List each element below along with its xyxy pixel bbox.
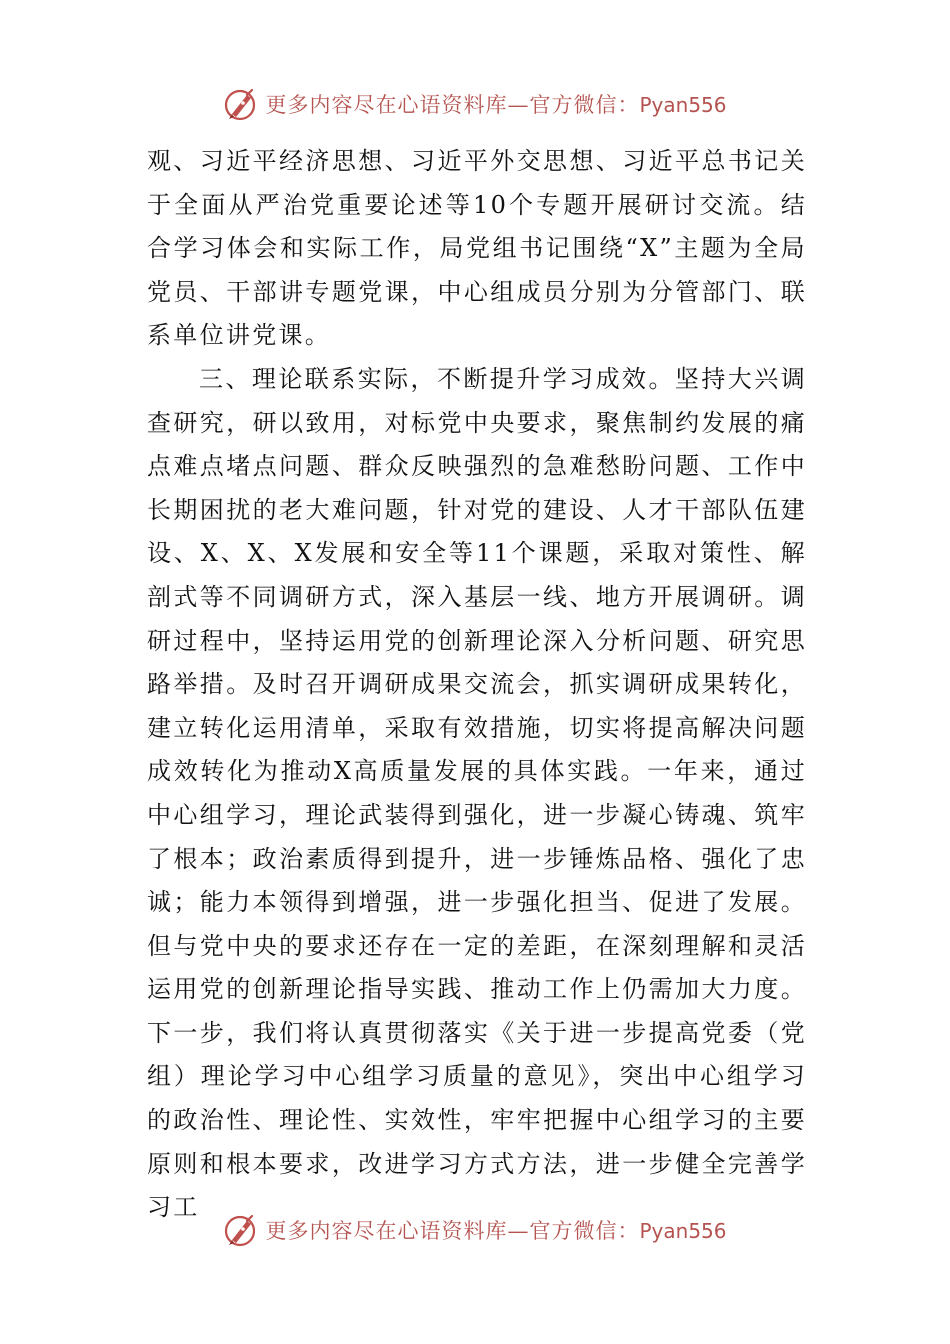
document-body [147, 140, 807, 1230]
header-banner-text: 更多内容尽在心语资料库—官方微信：Pyan556 [265, 93, 727, 117]
pen-nib-logo-icon [223, 1212, 259, 1248]
paragraph: 三、理论联系实际，不断提升学习成效。坚持大兴调查研究，研以致用，对标党中央要求，聚焦制约发展的痛点难点堵点问题、群众反映强烈的急难愁盼问题、工作中长期困扰的老大难问题，针对党的建设、人才干部队伍建设、X、X、X发展和安全等11个课题，采取对策性、解剖式等不同调研方式，深入基层一线、地方开展调研。调研过程中，坚持运用党的创新理论深入分析问题、研究思路举措。及时召开调研成果交流会，抓实调研成果转化，建立转化运用清单，采取有效措施，切实将提高解决问题成效转化为推动X高质量发展的具体实践。一年来，通过中心组学习，理论武装得到强化，进一步凝心铸魂、筑牢了根本；政治素质得到提升，进一步锤炼品格、强化了忠诚；能力本领得到增强，进一步强化担当、促进了发展。但与党中央的要求还存在一定的差距，在深刻理解和灵活运用党的创新理论指导实践、推动工作上仍需加大力度。下一步，我们将认真贯彻落实《关于进一步提高党委（党组）理论学习中心组学习质量的意见》，突出中心组学习的政治性、理论性、实效性，牢牢把握中心组学习的主要原则和根本要求，改进学习方式方法，进一步健全完善学习工 [147, 364, 807, 1222]
header-banner [0, 84, 950, 124]
paragraph: 观、习近平经济思想、习近平外交思想、习近平总书记关于全面从严治党重要论述等10个专题开展研讨交流。结合学习体会和实际工作，局党组书记围绕“X”主题为全局党员、干部讲专题党课，中心组成员分别为分管部门、联系单位讲党课。 [147, 147, 807, 350]
footer-banner [0, 1210, 950, 1250]
footer-banner-text: 更多内容尽在心语资料库—官方微信：Pyan556 [265, 1219, 727, 1243]
pen-nib-logo-icon [223, 86, 259, 122]
